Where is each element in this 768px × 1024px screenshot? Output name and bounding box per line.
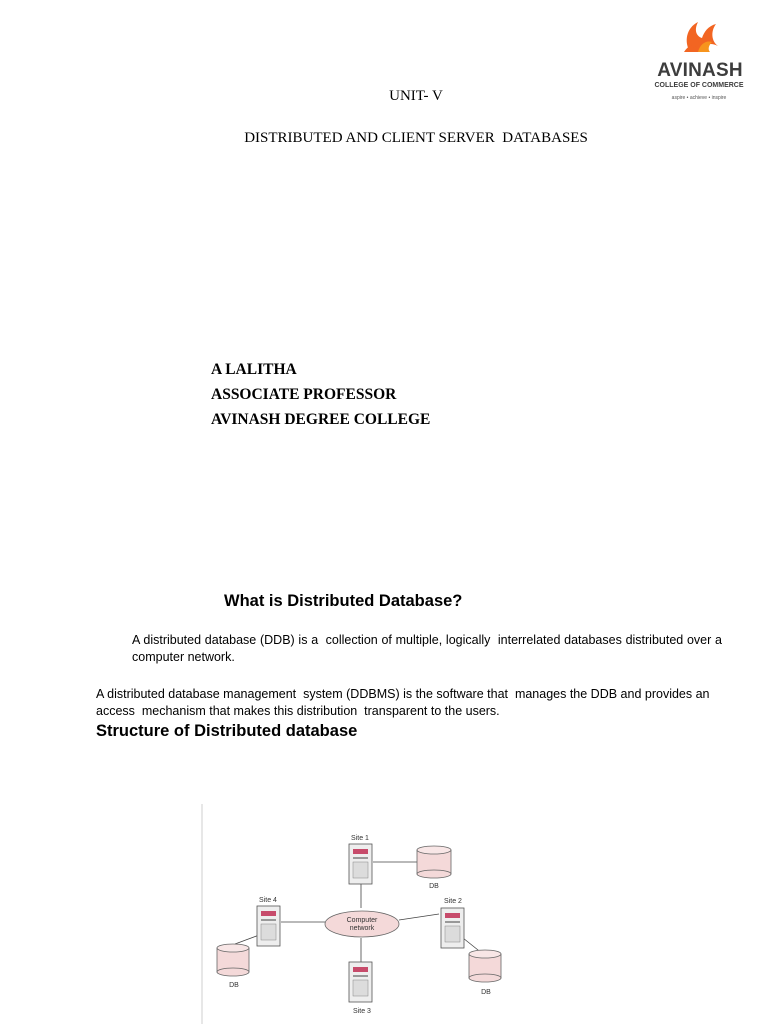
author-name: A LALITHA	[211, 361, 297, 378]
logo-name: AVINASH	[657, 60, 743, 81]
logo-subtitle: COLLEGE OF COMMERCE	[654, 82, 744, 89]
network-label-line1: Computer	[346, 917, 378, 924]
site-2-label: Site 2	[444, 898, 462, 905]
section-heading-what: What is Distributed Database?	[224, 592, 463, 610]
site-3-server	[349, 962, 372, 1015]
network-label-line2: network	[349, 925, 375, 932]
definition-paragraph: A distributed database (DDB) is a collection of multiple, logically interrelated databases distributed over a computer network.	[132, 633, 729, 664]
site-4-label: Site 4	[259, 897, 277, 904]
db-label: DB	[481, 989, 491, 996]
computer-network-node	[325, 911, 399, 937]
section-heading-structure: Structure of Distributed database	[96, 722, 358, 740]
author-role: ASSOCIATE PROFESSOR	[211, 386, 397, 403]
flame-logo-icon	[646, 12, 752, 62]
db-label: DB	[229, 982, 239, 989]
site-3-label: Site 3	[353, 1008, 371, 1015]
unit-label: UNIT- V	[389, 88, 443, 104]
site-1-label: Site 1	[351, 835, 369, 842]
author-institution: AVINASH DEGREE COLLEGE	[211, 411, 431, 428]
distributed-database-diagram	[201, 804, 546, 1024]
logo-tagline: aspire • achieve • inspire	[671, 95, 727, 101]
ddbms-paragraph: A distributed database management system (DDBMS) is the software that manages the DDB and provides an access mechanism that makes this distribution transparent to the users.	[96, 687, 713, 718]
document-title: DISTRIBUTED AND CLIENT SERVER DATABASES	[244, 130, 588, 146]
db-label: DB	[429, 883, 439, 890]
